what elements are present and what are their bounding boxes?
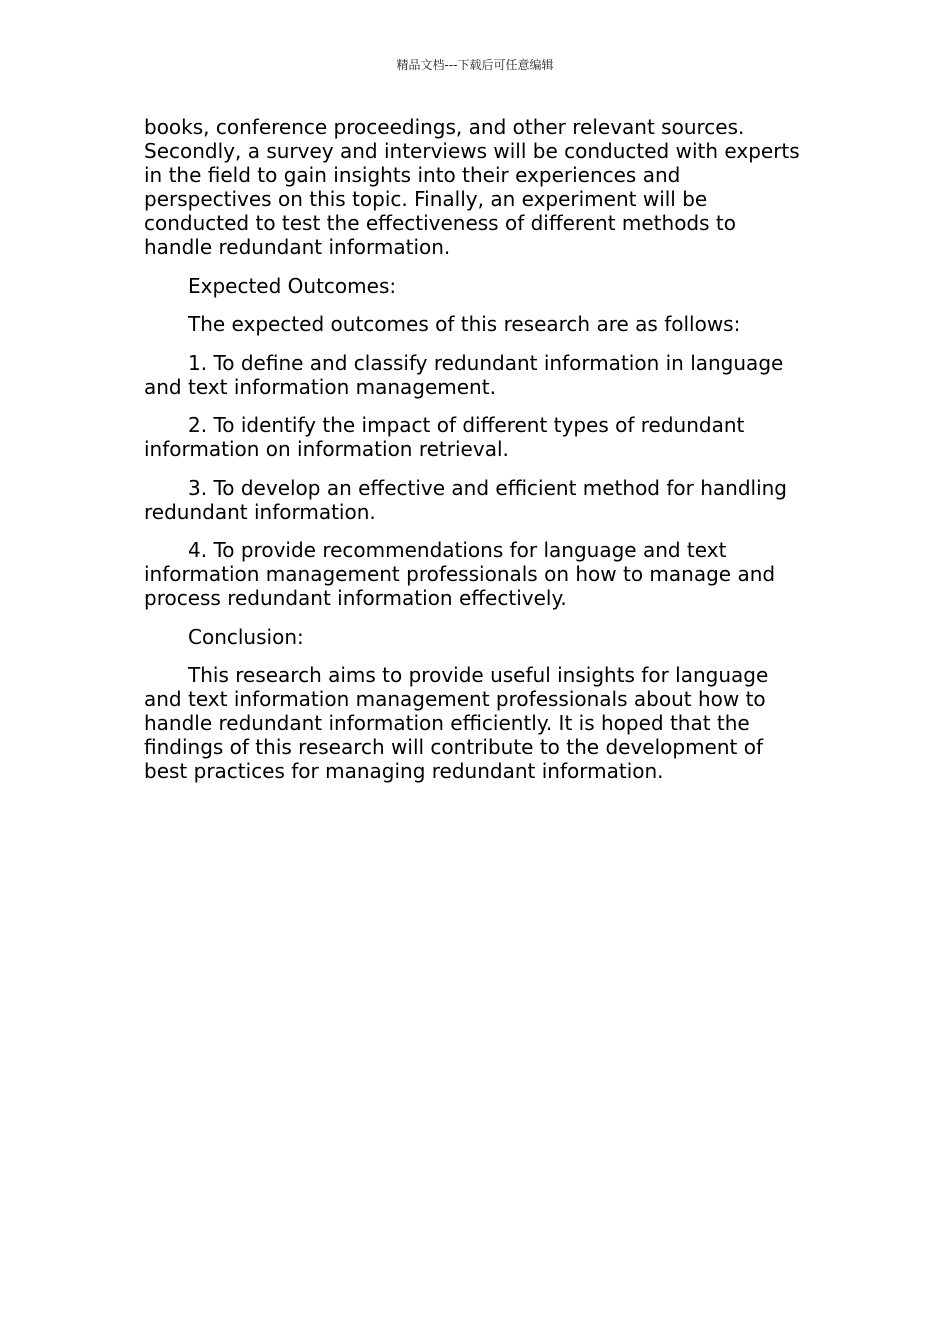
paragraph-conclusion: This research aims to provide useful insights for language and text information management professionals about how to handle redundant information efficiently. It is hoped that the findings of this research will contribute to the development of best practices for managing redundant information. [144,663,769,783]
heading-conclusion: Conclusion: [188,624,304,649]
document-body [144,115,806,798]
heading-expected-outcomes: Expected Outcomes: [188,273,397,298]
outcome-item-3: 3. To develop an effective and efficient method for handling redundant information. [144,475,788,524]
outcome-item-2: 2. To identify the impact of different types of redundant information on information retrieval. [144,413,745,461]
page-header-banner: 精品文档---下载后可任意编辑 [396,58,554,72]
paragraph-outcomes-intro: The expected outcomes of this research are as follows: [188,312,741,336]
paragraph-methodology-continued: books, conference proceedings, and other relevant sources. Secondly, a survey and interviews will be conducted with experts in the field to gain insights into their experiences and perspectives on this topic. Finally, an experiment will be conducted to test the effectiveness of different methods to handle redundant information. [144,115,800,259]
outcome-item-4: 4. To provide recommendations for language and text information management professionals on how to manage and process redundant information effectively. [144,538,776,610]
outcome-item-1: 1. To define and classify redundant information in language and text information management. [144,350,784,399]
